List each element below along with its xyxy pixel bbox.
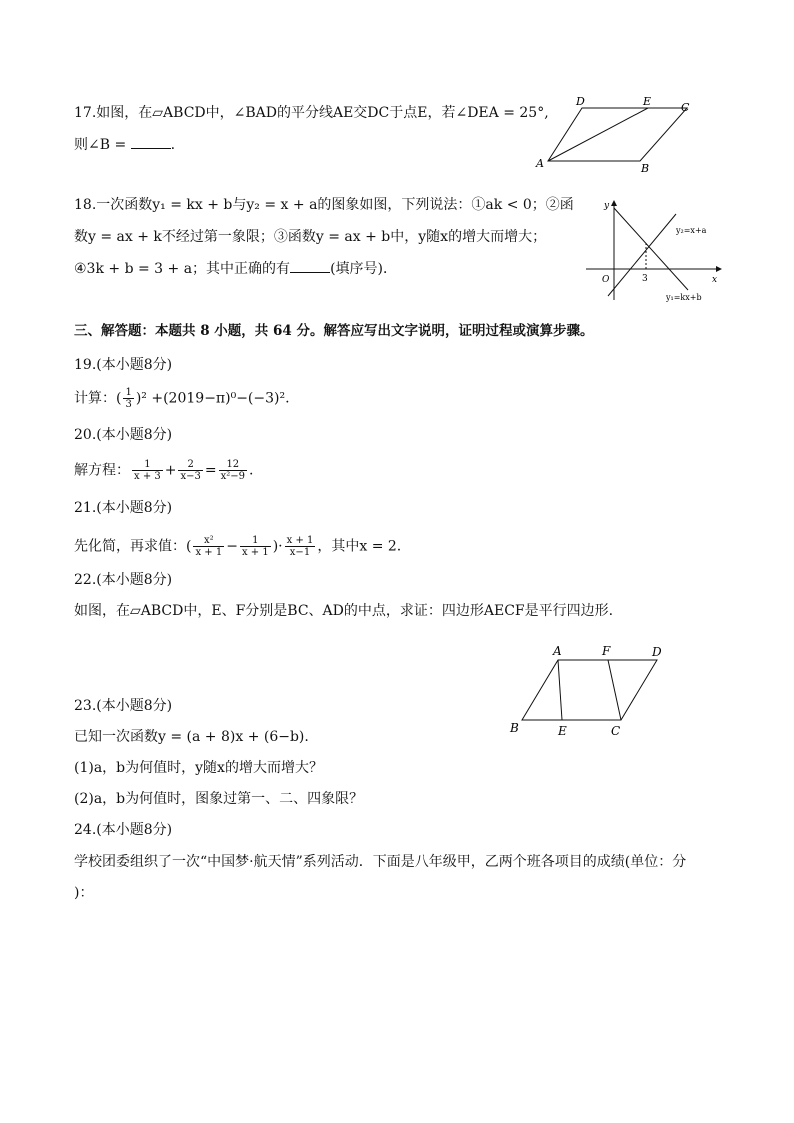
q24-line1 bbox=[74, 852, 686, 872]
q20-body bbox=[74, 459, 253, 482]
q20-f1-num: 1 bbox=[132, 459, 163, 471]
q18-line2 bbox=[74, 227, 546, 247]
q24-line2 bbox=[74, 883, 93, 903]
q23-body bbox=[74, 727, 309, 747]
q21-minus: − bbox=[226, 538, 238, 555]
q18-line2-text: 数y = ax + k不经过第一象限；③函数y = ax + b中，y随x的增大而增大； bbox=[74, 229, 547, 245]
q17-bisector-ae bbox=[548, 108, 648, 161]
q18-label-y2: y₂=x+a bbox=[676, 226, 707, 235]
q19-fraction bbox=[123, 387, 133, 410]
q18-line-y1 bbox=[614, 208, 688, 290]
q22-segment-ae bbox=[558, 660, 562, 720]
q17-label-b: B bbox=[641, 162, 650, 175]
q21-f2-num: 1 bbox=[240, 535, 271, 547]
q21-end: ，其中x = 2. bbox=[317, 538, 402, 555]
q24-line1-text: 学校团委组织了一次“中国梦·航天情”系列活动．下面是八年级甲，乙两个班各项目的成绩(单位：分 bbox=[74, 854, 687, 870]
q22-label-e: E bbox=[558, 724, 567, 738]
q23-part2-text: (2)a，b为何值时，图象过第一、二、四象限？ bbox=[74, 791, 364, 807]
q21-f3-num: x + 1 bbox=[286, 535, 314, 546]
q24-line2-text: )： bbox=[74, 885, 94, 901]
q23-head-text: 23.(本小题8分) bbox=[74, 698, 173, 714]
q24-head bbox=[74, 820, 172, 840]
q17-label-e: E bbox=[643, 95, 652, 108]
q18-function-graph bbox=[578, 196, 728, 304]
q22-head-text: 22.(本小题8分) bbox=[74, 572, 173, 588]
q23-part1 bbox=[74, 758, 323, 778]
q22-body bbox=[74, 601, 613, 621]
q20-f2-num: 2 bbox=[178, 459, 202, 471]
q22-parallelogram-shape bbox=[522, 660, 657, 720]
q21-f1-num: x² bbox=[193, 535, 224, 547]
q20-frac-3 bbox=[219, 459, 247, 482]
q19-head bbox=[74, 355, 172, 375]
q20-head bbox=[74, 425, 172, 445]
q22-segment-fc bbox=[608, 660, 621, 720]
q20-eq: = bbox=[204, 462, 217, 479]
q23-part1-text: (1)a，b为何值时，y随x的增大而增大？ bbox=[74, 760, 323, 776]
q18-label-origin: O bbox=[602, 275, 610, 285]
section-3-text: 三、解答题：本题共 8 小题，共 64 分。解答应写出文字说明，证明过程或演算步骤。 bbox=[74, 323, 594, 339]
q17-line2-end: . bbox=[170, 137, 176, 153]
q21-body bbox=[74, 535, 401, 558]
q17-line1 bbox=[74, 103, 549, 123]
q20-plus: + bbox=[164, 462, 177, 479]
q20-f3-den: x²−9 bbox=[220, 471, 245, 482]
q20-f2-den: x−3 bbox=[180, 471, 201, 482]
q20-frac-1 bbox=[132, 459, 163, 482]
q18-answer-blank bbox=[290, 258, 330, 273]
q23-text: 已知一次函数y = (a + 8)x + (6−b). bbox=[74, 729, 309, 745]
q22-label-d: D bbox=[652, 645, 662, 659]
q20-end: . bbox=[249, 462, 254, 479]
q18-label-y1: y₁=kx+b bbox=[666, 293, 702, 302]
q19-post: )² +(2019−π)⁰−(−3)². bbox=[135, 390, 290, 407]
q17-line2 bbox=[74, 134, 175, 155]
q21-frac-3 bbox=[285, 535, 316, 558]
q20-pre: 解方程： bbox=[74, 462, 130, 479]
q18-label-y-axis: y bbox=[604, 201, 610, 211]
q20-f3-num: 12 bbox=[219, 459, 247, 471]
section-3-heading bbox=[74, 321, 593, 341]
q17-label-d: D bbox=[576, 95, 585, 108]
q18-line1 bbox=[74, 195, 574, 215]
q18-label-tick-3: 3 bbox=[642, 274, 648, 284]
q17-answer-blank bbox=[131, 134, 171, 149]
q21-frac-2 bbox=[240, 535, 271, 558]
q18-line3-text-b: (填序号)． bbox=[330, 261, 397, 277]
q22-label-a: A bbox=[553, 644, 562, 658]
q17-line2-text: 则∠B = bbox=[74, 137, 127, 153]
q19-body bbox=[74, 387, 290, 410]
q17-label-c: C bbox=[681, 101, 690, 114]
q17-parallelogram-shape bbox=[548, 108, 687, 161]
q19-head-text: 19.(本小题8分) bbox=[74, 357, 173, 373]
q22-label-b: B bbox=[510, 721, 519, 735]
q20-head-text: 20.(本小题8分) bbox=[74, 427, 173, 443]
q23-part2 bbox=[74, 789, 363, 809]
q21-f2-den: x + 1 bbox=[241, 547, 269, 558]
q21-head-text: 21.(本小题8分) bbox=[74, 500, 173, 516]
q20-f1-den: x + 3 bbox=[134, 471, 161, 482]
q19-frac-num: 1 bbox=[125, 387, 132, 398]
q22-head bbox=[74, 570, 172, 590]
q18-y-arrow bbox=[611, 200, 617, 206]
q21-frac-1 bbox=[193, 535, 224, 558]
q22-label-c: C bbox=[611, 724, 621, 738]
q19-pre: 计算：( bbox=[74, 390, 122, 407]
q18-line3-text-a: ④3k + b = 3 + a；其中正确的有 bbox=[74, 261, 291, 277]
q22-label-f: F bbox=[602, 644, 611, 658]
q21-pre: 先化简，再求值：( bbox=[74, 538, 192, 555]
q18-x-arrow bbox=[716, 266, 722, 272]
q22-parallelogram-figure bbox=[505, 640, 680, 740]
q21-head bbox=[74, 498, 172, 518]
q18-line1-text: 18.一次函数y₁ = kx + b与y₂ = x + a的图象如图，下列说法：①ak < 0；②函 bbox=[74, 197, 574, 213]
q24-head-text: 24.(本小题8分) bbox=[74, 822, 173, 838]
q19-frac-den: 3 bbox=[125, 399, 132, 410]
q22-text: 如图，在▱ABCD中，E、F分别是BC、AD的中点，求证：四边形AECF是平行四边形. bbox=[74, 603, 614, 619]
q20-frac-2 bbox=[178, 459, 202, 482]
q23-head bbox=[74, 696, 172, 716]
q21-f1-den: x + 1 bbox=[195, 547, 223, 558]
q17-parallelogram-figure bbox=[530, 92, 700, 176]
q17-label-a: A bbox=[536, 157, 544, 170]
q21-f3-den: x−1 bbox=[289, 547, 311, 558]
q17-line1-text: 17.如图，在▱ABCD中，∠BAD的平分线AE交DC于点E，若∠DEA = 25°, bbox=[74, 105, 549, 121]
q18-line3 bbox=[74, 258, 397, 279]
q18-label-x-axis: x bbox=[712, 275, 718, 285]
q21-mid: )· bbox=[272, 538, 283, 555]
